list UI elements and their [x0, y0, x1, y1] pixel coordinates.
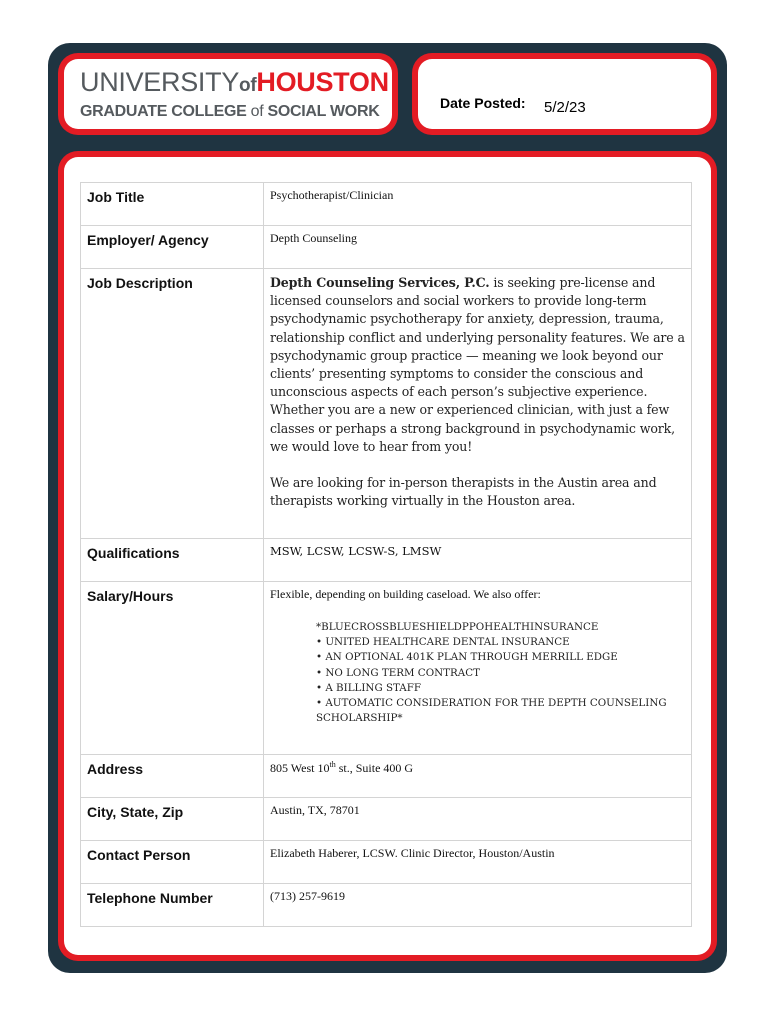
qualifications-label: Qualifications [81, 539, 264, 582]
employer-value: Depth Counseling [264, 226, 692, 269]
table-row-contact-person [81, 841, 692, 884]
table-row-salary-hours [81, 582, 692, 755]
table-row-qualifications [81, 539, 692, 582]
logo-panel-inner [64, 59, 392, 129]
date-posted-value: 5/2/23 [544, 99, 586, 116]
university-logo-text [80, 67, 389, 98]
qualifications-value: MSW, LCSW, LCSW-S, LMSW [264, 539, 692, 582]
description-paragraph-1 [270, 274, 685, 456]
job-title-label: Job Title [81, 183, 264, 226]
list-item: • AN OPTIONAL 401K PLAN THROUGH MERRILL EDGE [316, 651, 618, 664]
job-title-value: Psychotherapist/Clinician [264, 183, 692, 226]
logo-panel [58, 53, 398, 135]
salary-intro: Flexible, depending on building caseload. We also offer: [270, 587, 541, 601]
date-panel [412, 53, 717, 135]
table-row-job-description [81, 269, 692, 539]
employer-label: Employer/ Agency [81, 226, 264, 269]
address-suffix: st., Suite 400 G [335, 761, 414, 775]
address-superscript: th [329, 760, 336, 769]
list-item: SCHOLARSHIP* [316, 712, 403, 725]
date-panel-inner [418, 59, 711, 129]
logo-college-name: SOCIAL WORK [263, 103, 380, 120]
list-item: • UNITED HEALTHCARE DENTAL INSURANCE [316, 636, 570, 649]
company-name: Depth Counseling Services, P.C. [270, 275, 490, 290]
city-state-zip-value: Austin, TX, 78701 [264, 798, 692, 841]
job-description-value [264, 269, 692, 539]
date-posted-label: Date Posted: [440, 95, 526, 111]
description-paragraph-1-rest: is seeking pre-license and licensed counselors and social workers to provide long-term psychodynamic psychotherapy for anxiety, depression, trauma, relationship conflict and underlying personality features. We are a psychodynamic group practice — meaning we look beyond our clients’ presenting symptoms to consider the conscious and unconscious aspects of each person’s subjective experience. Whether you are a new or experienced clinician, with just a few classes or perhaps a strong background in psychodynamic work, we would love to hear from you! [270, 275, 685, 454]
description-paragraph-2: We are looking for in-person therapists in the Austin area and therapists working virtually in the Houston area. [270, 475, 657, 509]
logo-of: of [239, 75, 257, 96]
list-item: • AUTOMATIC CONSIDERATION FOR THE DEPTH COUNSELING [316, 697, 667, 710]
table-row-city-state-zip [81, 798, 692, 841]
job-description-text [270, 274, 685, 510]
logo-university-prefix: UNIVERSITY [80, 67, 240, 97]
telephone-value: (713) 257-9619 [264, 884, 692, 927]
table-row-job-title [81, 183, 692, 226]
contact-person-label: Contact Person [81, 841, 264, 884]
list-item: *BLUECROSSBLUESHIELDPPOHEALTHINSURANCE [316, 621, 599, 633]
salary-hours-value [264, 582, 692, 755]
benefits-list [316, 620, 685, 726]
list-item: • NO LONG TERM CONTRACT [316, 666, 480, 679]
logo-houston: HOUSTON [256, 67, 389, 97]
logo-college-prefix: GRADUATE COLLEGE [80, 103, 251, 120]
contact-person-value: Elizabeth Haberer, LCSW. Clinic Director, Houston/Austin [264, 841, 692, 884]
address-label: Address [81, 755, 264, 798]
logo-college-of: of [250, 103, 264, 120]
table-row-telephone [81, 884, 692, 927]
address-value [264, 755, 692, 798]
address-prefix: 805 West 10 [270, 761, 330, 775]
job-info-table [80, 182, 692, 927]
salary-hours-label: Salary/Hours [81, 582, 264, 755]
city-state-zip-label: City, State, Zip [81, 798, 264, 841]
table-row-employer [81, 226, 692, 269]
list-item: • A BILLING STAFF [316, 681, 422, 694]
telephone-label: Telephone Number [81, 884, 264, 927]
job-description-label: Job Description [81, 269, 264, 539]
table-row-address [81, 755, 692, 798]
college-logo-text [80, 103, 379, 121]
